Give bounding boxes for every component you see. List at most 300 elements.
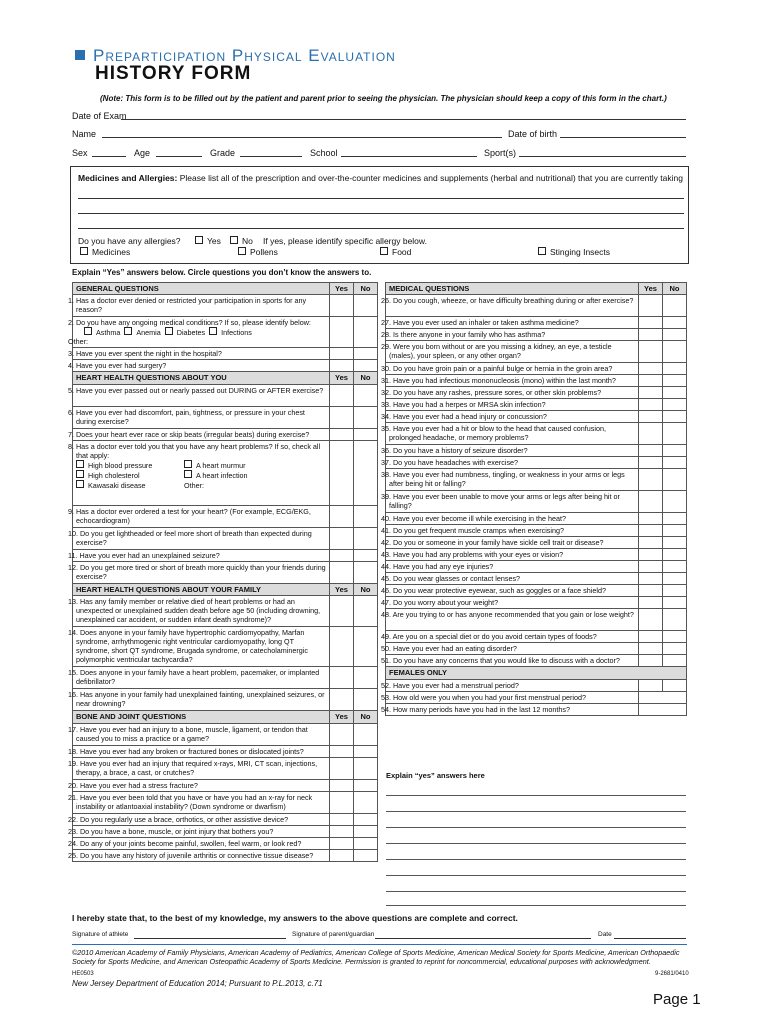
question-text: 22. Do you regularly use a brace, orthotics, or other assistive device? [73, 813, 330, 825]
question-text: 51. Do you have any concerns that you would like to discuss with a doctor? [386, 655, 639, 667]
no-cell[interactable] [354, 813, 378, 825]
question-row [73, 360, 378, 372]
no-cell[interactable] [354, 689, 378, 711]
no-cell[interactable] [354, 549, 378, 561]
checkbox-icon [80, 247, 88, 255]
no-cell[interactable] [354, 837, 378, 849]
question-row [386, 597, 687, 609]
age-field[interactable] [156, 156, 202, 157]
allergy-question: Do you have any allergies? [78, 236, 181, 246]
no-cell[interactable] [354, 348, 378, 360]
yes-cell[interactable] [330, 428, 354, 440]
question-text: 1. Has a doctor ever denied or restricted your participation in sports for any reason? [73, 295, 330, 317]
no-cell[interactable] [354, 757, 378, 779]
option-label: Stinging Insects [550, 247, 611, 257]
yes-header: Yes [330, 583, 354, 595]
grade-field[interactable] [240, 156, 302, 157]
option-label: Food [392, 247, 412, 257]
question-row [386, 387, 687, 399]
no-cell[interactable] [663, 573, 687, 585]
section-header-medical [386, 283, 687, 295]
question-row [73, 348, 378, 360]
left-questions-table [68, 282, 378, 862]
question-row [386, 679, 687, 691]
explain-line[interactable] [386, 811, 686, 812]
sex-label: Sex [72, 148, 88, 158]
no-cell[interactable] [663, 341, 687, 363]
yes-cell[interactable] [639, 537, 663, 549]
question-text: 11. Have you ever had an unexplained seizure? [73, 549, 330, 561]
question-row [386, 375, 687, 387]
question-text: 15. Does anyone in your family have a heart problem, pacemaker, or implanted defibrillator? [73, 667, 330, 689]
yes-cell[interactable] [639, 655, 663, 667]
no-cell[interactable] [354, 406, 378, 428]
question-row [73, 384, 378, 406]
option-label: Anemia [136, 328, 161, 338]
no-header: No [663, 283, 687, 295]
explain-yes-answers-label: Explain “yes” answers here [386, 771, 485, 780]
yes-cell[interactable] [639, 341, 663, 363]
option-label: A heart murmur [196, 460, 246, 470]
no-cell[interactable] [354, 825, 378, 837]
checkbox-icon[interactable] [76, 460, 84, 468]
form-title: Preparticipation Physical Evaluation [93, 46, 396, 65]
question-text: 30. Do you have groin pain or a painful bulge or hernia in the groin area? [386, 363, 639, 375]
question-text: 39. Have you ever been unable to move your arms or legs after being hit or falling? [386, 491, 639, 513]
name-label: Name [72, 129, 97, 139]
question-text: 38. Have you ever had numbness, tingling, or weakness in your arms or legs after being hit or falling? [386, 469, 639, 491]
checkbox-icon[interactable] [165, 327, 173, 335]
question-text: 2. Do you have any ongoing medical conditions? If so, please identify below: [68, 318, 311, 328]
question-row [386, 525, 687, 537]
answer-cell[interactable] [639, 691, 687, 703]
question-row [386, 585, 687, 597]
option-label: A heart infection [196, 470, 248, 480]
checkbox-icon [380, 247, 388, 255]
section-title: MEDICAL QUESTIONS [386, 283, 639, 295]
no-cell[interactable] [663, 513, 687, 525]
allergy-option-medicines[interactable] [80, 247, 130, 257]
no-header: No [354, 283, 378, 295]
no-cell[interactable] [663, 537, 687, 549]
school-field[interactable] [341, 156, 477, 157]
date-label: Date [598, 931, 612, 938]
question-row [73, 689, 378, 711]
question-text: 43. Have you had any problems with your eyes or vision? [386, 549, 639, 561]
question-text: 47. Do you worry about your weight? [386, 597, 639, 609]
question-text: 8. Has a doctor ever told you that you have any heart problems? If so, check all that apply: [68, 441, 321, 460]
yes-cell[interactable] [639, 469, 663, 491]
question-text: 48. Are you trying to or has anyone recommended that you gain or lose weight? [386, 609, 639, 631]
no-cell[interactable] [354, 428, 378, 440]
question-row [386, 631, 687, 643]
medicines-text: Please list all of the prescription and over-the-counter medicines and supplements (herbal and nutritional) that you are currently taking [179, 173, 683, 183]
no-cell[interactable] [354, 505, 378, 527]
question-text: 17. Have you ever had an injury to a bone, muscle, ligament, or tendon that caused you to miss a practice or a game? [73, 723, 330, 745]
yes-cell[interactable] [330, 527, 354, 549]
question-row [73, 667, 378, 689]
explain-yes-instruction: Explain “Yes” answers below. Circle questions you don’t know the answers to. [72, 268, 372, 277]
explain-line[interactable] [386, 827, 686, 828]
question-row [73, 849, 378, 861]
signature-athlete-field[interactable] [134, 938, 286, 939]
yes-cell[interactable] [330, 779, 354, 791]
no-cell[interactable] [354, 440, 378, 505]
no-header: No [354, 711, 378, 723]
no-cell[interactable] [354, 360, 378, 372]
checkbox-icon[interactable] [76, 470, 84, 478]
yes-cell[interactable] [639, 679, 663, 691]
question-row [73, 561, 378, 583]
no-cell[interactable] [663, 491, 687, 513]
no-cell[interactable] [663, 423, 687, 445]
yes-cell[interactable] [330, 440, 354, 505]
question-row [73, 825, 378, 837]
no-cell[interactable] [354, 745, 378, 757]
yes-cell[interactable] [330, 757, 354, 779]
question-text: 49. Are you on a special diet or do you avoid certain types of foods? [386, 631, 639, 643]
explain-line[interactable] [386, 795, 686, 796]
date-of-exam-field[interactable] [121, 119, 686, 120]
yes-cell[interactable] [639, 513, 663, 525]
question-text: 5. Have you ever passed out or nearly passed out DURING or AFTER exercise? [73, 384, 330, 406]
question-text: 28. Is there anyone in your family who has asthma? [386, 329, 639, 341]
question-row [386, 655, 687, 667]
no-cell[interactable] [354, 779, 378, 791]
q8-options [76, 460, 326, 490]
question-row [386, 691, 687, 703]
no-cell[interactable] [663, 655, 687, 667]
question-row [386, 295, 687, 317]
allergy-option-stinging-insects[interactable] [538, 247, 610, 257]
question-row [386, 363, 687, 375]
date-of-birth-field[interactable] [560, 137, 686, 138]
no-cell[interactable] [663, 363, 687, 375]
q2-options [76, 327, 326, 337]
yes-cell[interactable] [639, 631, 663, 643]
certification-statement: I hereby state that, to the best of my knowledge, my answers to the above questions are complete and correct. [72, 913, 518, 923]
section-title: HEART HEALTH QUESTIONS ABOUT YOUR FAMILY [73, 583, 330, 595]
yes-cell[interactable] [639, 609, 663, 631]
medicines-line-3[interactable] [78, 228, 684, 229]
question-text: 4. Have you ever had surgery? [73, 360, 330, 372]
yes-cell[interactable] [639, 363, 663, 375]
question-row [73, 723, 378, 745]
question-2-cell [68, 317, 330, 348]
question-row [73, 406, 378, 428]
question-text: 23. Do you have a bone, muscle, or joint injury that bothers you? [73, 825, 330, 837]
yes-cell[interactable] [330, 295, 354, 317]
no-cell[interactable] [354, 723, 378, 745]
explain-line[interactable] [386, 859, 686, 860]
yes-cell[interactable] [330, 745, 354, 757]
question-row [73, 440, 378, 505]
question-row [73, 627, 378, 667]
question-text: 54. How many periods have you had in the last 12 months? [386, 703, 639, 715]
question-row [73, 527, 378, 549]
yes-cell[interactable] [639, 525, 663, 537]
no-cell[interactable] [354, 295, 378, 317]
option-label: Asthma [96, 328, 121, 338]
square-icon [75, 50, 85, 60]
question-8-cell [68, 440, 330, 505]
yes-cell[interactable] [330, 596, 354, 627]
checkbox-icon[interactable] [76, 480, 84, 488]
form-subtitle: HISTORY FORM [95, 63, 252, 84]
question-row [386, 549, 687, 561]
no-cell[interactable] [663, 631, 687, 643]
allergy-no[interactable] [230, 236, 253, 246]
form-note: (Note: This form is to be filled out by the patient and parent prior to seeing the physician. The physician should keep a copy of this form in the chart.) [100, 94, 667, 103]
no-cell[interactable] [354, 791, 378, 813]
yes-cell[interactable] [330, 849, 354, 861]
form-code: HE0503 [72, 971, 94, 977]
allergy-yes[interactable] [195, 236, 221, 246]
yes-header: Yes [330, 711, 354, 723]
no-cell[interactable] [354, 384, 378, 406]
signature-parent-field[interactable] [375, 938, 591, 939]
question-row [386, 643, 687, 655]
question-row [386, 329, 687, 341]
no-cell[interactable] [663, 561, 687, 573]
question-row [386, 561, 687, 573]
checkbox-icon [230, 236, 238, 244]
signature-athlete-label: Signature of athlete [72, 931, 129, 938]
question-text: 32. Do you have any rashes, pressure sores, or other skin problems? [386, 387, 639, 399]
question-row [386, 469, 687, 491]
question-row [73, 757, 378, 779]
yes-cell[interactable] [330, 791, 354, 813]
no-cell[interactable] [354, 596, 378, 627]
no-cell[interactable] [663, 549, 687, 561]
option-label: High blood pressure [88, 460, 153, 470]
date-of-exam-label: Date of Exam [72, 111, 127, 121]
question-text: 18. Have you ever had any broken or fractured bones or dislocated joints? [73, 745, 330, 757]
no-cell[interactable] [663, 329, 687, 341]
question-row [386, 703, 687, 715]
yes-cell[interactable] [639, 445, 663, 457]
yes-cell[interactable] [639, 375, 663, 387]
yes-header: Yes [639, 283, 663, 295]
question-text: 24. Do any of your joints become painful, swollen, feel warm, or look red? [73, 837, 330, 849]
question-text: 21. Have you ever been told that you have or have you had an x-ray for neck instability or atlantoaxial instability? (Down syndrome or dwarfism) [73, 791, 330, 813]
question-text: 50. Have you ever had an eating disorder? [386, 643, 639, 655]
page-number: Page 1 [653, 991, 701, 1008]
yes-cell[interactable] [639, 317, 663, 329]
question-text: 25. Do you have any history of juvenile arthritis or connective tissue disease? [73, 849, 330, 861]
yes-cell[interactable] [330, 505, 354, 527]
question-text: 6. Have you ever had discomfort, pain, tightness, or pressure in your chest during exercise? [73, 406, 330, 428]
yes-cell[interactable] [330, 813, 354, 825]
question-text: 44. Have you had any eye injuries? [386, 561, 639, 573]
no-cell[interactable] [663, 387, 687, 399]
age-label: Age [134, 148, 151, 158]
yes-cell[interactable] [330, 837, 354, 849]
question-text: 52. Have you ever had a menstrual period? [386, 679, 639, 691]
sex-field[interactable] [92, 156, 126, 157]
section-header-heart-you [73, 372, 378, 384]
section-header-bone-joint [73, 711, 378, 723]
option-label: Pollens [250, 247, 278, 257]
no-cell[interactable] [354, 527, 378, 549]
yes-cell[interactable] [330, 561, 354, 583]
explain-line[interactable] [386, 875, 686, 876]
question-text: 46. Do you wear protective eyewear, such as goggles or a face shield? [386, 585, 639, 597]
grade-label: Grade [210, 148, 236, 158]
yes-cell[interactable] [639, 423, 663, 445]
question-text: 3. Have you ever spent the night in the hospital? [73, 348, 330, 360]
date-field[interactable] [614, 938, 686, 939]
question-row [386, 537, 687, 549]
yes-header: Yes [330, 283, 354, 295]
allergy-option-pollens[interactable] [238, 247, 278, 257]
section-header-heart-family [73, 583, 378, 595]
yes-cell[interactable] [330, 360, 354, 372]
allergy-if-yes: If yes, please identify specific allergy below. [263, 236, 427, 246]
yes-cell[interactable] [639, 399, 663, 411]
option-label: Kawasaki disease [88, 480, 146, 490]
yes-cell[interactable] [639, 643, 663, 655]
no-header: No [354, 583, 378, 595]
yes-header: Yes [330, 372, 354, 384]
yes-cell[interactable] [330, 406, 354, 428]
no-cell[interactable] [663, 679, 687, 691]
no-cell[interactable] [663, 411, 687, 423]
question-row [73, 428, 378, 440]
question-text: 16. Has anyone in your family had unexplained fainting, unexplained seizures, or near drowning? [73, 689, 330, 711]
no-cell[interactable] [663, 525, 687, 537]
no-cell[interactable] [663, 609, 687, 631]
question-row [386, 399, 687, 411]
question-row [386, 491, 687, 513]
question-text: 13. Has any family member or relative died of heart problems or had an unexpected or unexplained sudden death before age 50 (including drowning, unexplained car accident, or sudden infant death syndrome)? [73, 596, 330, 627]
question-text: 36. Do you have a history of seizure disorder? [386, 445, 639, 457]
nj-department-note: New Jersey Department of Education 2014; Pursuant to P.L.2013, c.71 [72, 979, 323, 988]
question-text: 31. Have you had infectious mononucleosis (mono) within the last month? [386, 375, 639, 387]
no-cell[interactable] [663, 399, 687, 411]
question-text: 19. Have you ever had an injury that required x-rays, MRI, CT scan, injections, therapy, a brace, a cast, or crutches? [73, 757, 330, 779]
yes-cell[interactable] [639, 573, 663, 585]
no-cell[interactable] [663, 597, 687, 609]
question-row [386, 341, 687, 363]
section-title: HEART HEALTH QUESTIONS ABOUT YOU [73, 372, 330, 384]
allergy-no-label: No [242, 236, 253, 246]
yes-cell[interactable] [639, 585, 663, 597]
no-cell[interactable] [354, 849, 378, 861]
no-cell[interactable] [663, 585, 687, 597]
explain-line[interactable] [386, 891, 686, 892]
section-title: FEMALES ONLY [386, 667, 687, 679]
copyright-notice: ©2010 American Academy of Family Physicians, American Academy of Pediatrics, American College of Sports Medicine, American Medical Society for Sports Medicine, American Orthopaedic Society for Sports Medicine, and American Osteopathic Academy of Sports Medicine. Permission is granted to reprint for noncommercial, educational purposes with acknowledgment. [72, 948, 680, 967]
yes-cell[interactable] [639, 597, 663, 609]
no-header: No [354, 372, 378, 384]
checkbox-icon[interactable] [184, 460, 192, 468]
allergy-yes-label: Yes [207, 236, 221, 246]
form-revision: 9-2681/0410 [655, 971, 689, 977]
no-cell[interactable] [354, 627, 378, 667]
option-label: High cholesterol [88, 470, 140, 480]
yes-cell[interactable] [639, 411, 663, 423]
yes-cell[interactable] [639, 387, 663, 399]
answer-cell[interactable] [639, 703, 687, 715]
no-cell[interactable] [663, 295, 687, 317]
no-cell[interactable] [663, 445, 687, 457]
no-cell[interactable] [663, 469, 687, 491]
section-title: GENERAL QUESTIONS [73, 283, 330, 295]
no-cell[interactable] [663, 375, 687, 387]
checkbox-icon[interactable] [184, 470, 192, 478]
question-row [386, 573, 687, 585]
question-text: 45. Do you wear glasses or contact lenses? [386, 573, 639, 585]
no-cell[interactable] [663, 457, 687, 469]
checkbox-icon[interactable] [84, 327, 92, 335]
yes-cell[interactable] [330, 825, 354, 837]
question-row [386, 423, 687, 445]
question-row [73, 745, 378, 757]
yes-cell[interactable] [330, 689, 354, 711]
medicines-line-2[interactable] [78, 213, 684, 214]
no-cell[interactable] [663, 317, 687, 329]
yes-cell[interactable] [330, 317, 354, 348]
question-text: 7. Does your heart ever race or skip beats (irregular beats) during exercise? [73, 428, 330, 440]
yes-cell[interactable] [639, 457, 663, 469]
medicines-label: Medicines and Allergies: [78, 173, 178, 183]
checkbox-icon [238, 247, 246, 255]
question-row [386, 445, 687, 457]
explain-line[interactable] [386, 843, 686, 844]
question-row [386, 457, 687, 469]
medicines-line-1[interactable] [78, 198, 684, 199]
no-cell[interactable] [663, 643, 687, 655]
checkbox-icon [538, 247, 546, 255]
allergy-option-food[interactable] [380, 247, 411, 257]
question-row [73, 549, 378, 561]
explain-line[interactable] [386, 905, 686, 906]
yes-cell[interactable] [639, 491, 663, 513]
question-text: 10. Do you get lightheaded or feel more short of breath than expected during exercise? [73, 527, 330, 549]
footer-divider [72, 944, 687, 945]
question-text: 27. Have you ever used an inhaler or taken asthma medicine? [386, 317, 639, 329]
medicines-prompt [78, 173, 683, 183]
question-row [386, 411, 687, 423]
question-text: 37. Do you have headaches with exercise? [386, 457, 639, 469]
yes-cell[interactable] [330, 667, 354, 689]
yes-cell[interactable] [639, 549, 663, 561]
no-cell[interactable] [354, 317, 378, 348]
q2-other[interactable]: Other: [68, 337, 88, 347]
yes-cell[interactable] [639, 295, 663, 317]
yes-cell[interactable] [330, 348, 354, 360]
yes-cell[interactable] [330, 627, 354, 667]
checkbox-icon[interactable] [209, 327, 217, 335]
sports-field[interactable] [519, 156, 686, 157]
name-field[interactable] [102, 137, 502, 138]
section-header-general [73, 283, 378, 295]
yes-cell[interactable] [330, 384, 354, 406]
question-row [73, 813, 378, 825]
no-cell[interactable] [354, 561, 378, 583]
yes-cell[interactable] [330, 723, 354, 745]
yes-cell[interactable] [639, 561, 663, 573]
yes-cell[interactable] [639, 329, 663, 341]
question-row [73, 837, 378, 849]
yes-cell[interactable] [330, 549, 354, 561]
question-row [386, 513, 687, 525]
question-row [73, 596, 378, 627]
option-label: Other: [184, 480, 204, 490]
checkbox-icon[interactable] [124, 327, 132, 335]
no-cell[interactable] [354, 667, 378, 689]
